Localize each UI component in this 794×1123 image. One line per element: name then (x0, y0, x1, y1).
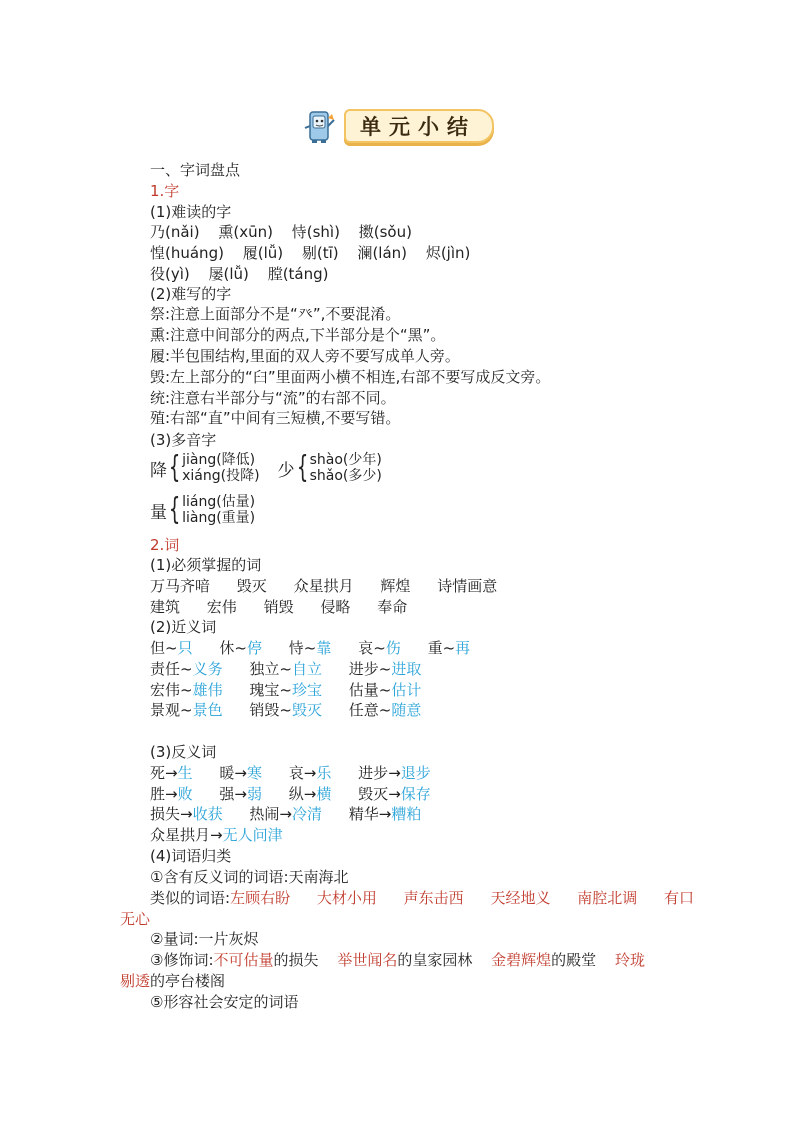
page-title: 单元小结 (360, 115, 476, 139)
list-item: 恃(shì) (291, 223, 340, 241)
must-row-2: 建筑 宏伟 销毁 侵略 奉命 (150, 598, 408, 616)
classify-c5: ⑤形容社会安定的词语 (150, 993, 299, 1011)
brace-icon: { (168, 492, 181, 527)
list-item: 屡(lǚ) (208, 265, 249, 283)
classify-c1: ①含有反义词的词语:天南海北 (150, 868, 349, 886)
list-item: 烬(jìn) (425, 244, 471, 262)
list-item: 剔(tī) (301, 244, 339, 262)
must-row-1: 万马齐喑 毁灭 众星拱月 辉煌 诗情画意 (150, 577, 498, 595)
antonyms-row-4: 众星拱月→无人问津 (150, 826, 283, 844)
synonyms-row-3: 宏伟~雄伟 瑰宝~珍宝 估量~估计 (150, 681, 422, 699)
book-mascot-icon (300, 106, 340, 146)
list-item: 役(yì) (150, 265, 190, 283)
classify-c3-cont: 剔透的亭台楼阁 (120, 972, 226, 990)
antonyms-row-2: 胜→败 强→弱 纵→横 毁灭→保存 (150, 785, 431, 803)
hard-write-line: 履:半包围结构,里面的双人旁不要写成单人旁。 (150, 347, 460, 365)
synonyms-row-4: 景观~景色 销毁~毁灭 任意~随意 (150, 701, 422, 719)
polyphone-jiang: 降 { jiàng(降低) xiáng(投降) 少 { shào(少年) shǎo(多少) (150, 450, 382, 485)
hard-write-line: 祭:注意上面部分不是“癶”,不要混淆。 (150, 305, 401, 323)
list-item: 乃(nǎi) (150, 223, 200, 241)
hard-write-heading: (2)难写的字 (150, 285, 232, 303)
classify-c3: ③修饰词:不可估量的损失 举世闻名的皇家园林 金碧辉煌的殿堂 玲珑 (150, 951, 645, 969)
brace-icon: { (296, 450, 308, 485)
antonyms-heading: (3)反义词 (150, 743, 217, 761)
title-banner (344, 109, 494, 143)
list-item: 膛(táng) (267, 265, 329, 283)
hard-read-heading: (1)难读的字 (150, 203, 232, 221)
hard-write-line: 熏:注意中间部分的两点,下半部分是个“黑”。 (150, 326, 446, 344)
hard-write-line: 统:注意右半部分与“流”的右部不同。 (150, 389, 396, 407)
classify-heading: (4)词语归类 (150, 847, 232, 865)
hard-write-line: 殖:右部“直”中间有三短横,不要写错。 (150, 409, 401, 427)
section-1-1-heading: 1.字 (150, 182, 180, 200)
must-heading: (1)必须掌握的词 (150, 556, 262, 574)
list-item: 澜(lán) (357, 244, 408, 262)
section-1-2-heading: 2.词 (150, 536, 180, 554)
classify-c1-similar-cont: 无心 (120, 910, 151, 928)
antonyms-row-1: 死→生 暖→寒 哀→乐 进步→退步 (150, 764, 431, 782)
polyphone-liang: 量 { liáng(估量) liàng(重量) (150, 492, 256, 527)
synonyms-row-2: 责任~义务 独立~自立 进步~进取 (150, 660, 422, 678)
antonyms-row-3: 损失→收获 热闹→冷清 精华→糟粕 (150, 805, 422, 823)
list-item: 擞(sǒu) (358, 223, 412, 241)
hard-write-line: 毁:左上部分的“臼”里面两小横不相连,右部不要写成反文旁。 (150, 368, 551, 386)
classify-c2: ②量词:一片灰烬 (150, 930, 259, 948)
list-item: 履(lǚ) (242, 244, 284, 262)
brace-icon: { (168, 450, 181, 485)
hard-read-row-1 (150, 222, 412, 242)
synonyms-row-1: 但~只 休~停 恃~靠 哀~伤 重~再 (150, 639, 471, 657)
list-item: 惶(huáng) (150, 244, 224, 262)
polyphone-heading: (3)多音字 (150, 431, 217, 449)
section-1-heading: 一、字词盘点 (150, 161, 241, 179)
unit-summary-title (300, 106, 494, 146)
list-item: 熏(xūn) (218, 223, 273, 241)
hard-read-row-3 (150, 264, 329, 284)
hard-read-row-2 (150, 243, 470, 263)
classify-c1-similar: 类似的词语:左顾右盼 大材小用 声东击西 天经地义 南腔北调 有口 (150, 889, 695, 907)
synonyms-heading: (2)近义词 (150, 618, 217, 636)
